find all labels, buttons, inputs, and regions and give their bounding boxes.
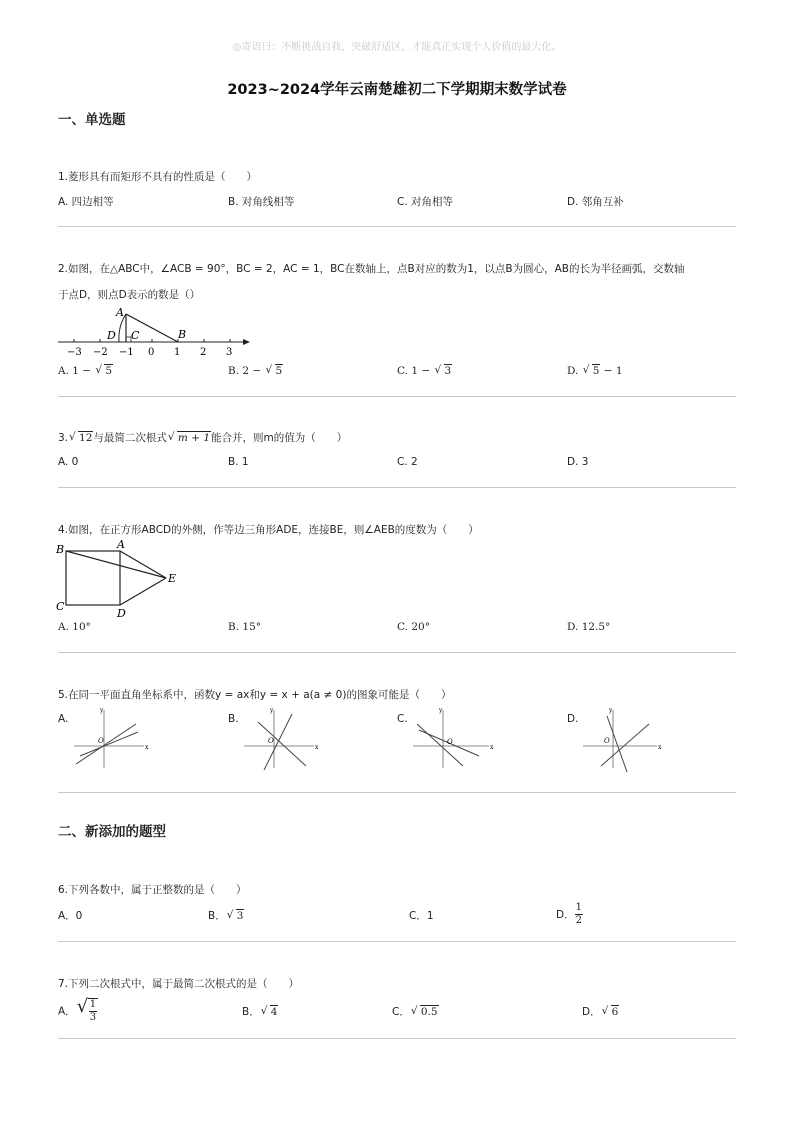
radicand: 6 [611,1006,619,1018]
question-4-stem: 4.如图，在正方形ABCD的外侧，作等边三角形ADE，连接BE，则∠AEB的度数为（ ） [58,524,479,536]
divider [58,792,736,793]
divider [58,226,736,227]
q1-option-d[interactable]: D. 邻角互补 [567,196,624,208]
origin-label: O [447,738,453,746]
sqrt: √ 4 [260,1005,278,1018]
sqrt: √ 3 [434,364,452,377]
q3-option-b[interactable]: B. 1 [228,456,249,468]
axis-y-label: y [270,707,274,714]
q2-tick-label: 1 [174,347,181,358]
q2-number-line-figure [56,304,256,360]
q7-option-b-text: B． [242,1006,260,1018]
q3-option-d[interactable]: D. 3 [567,456,589,468]
q1-option-a[interactable]: A. 四边相等 [58,196,114,208]
q5-option-c-graph[interactable] [409,706,495,772]
q7-option-d-text: D． [582,1006,601,1018]
q6-option-c[interactable]: C．1 [409,910,434,922]
axis-x-label: x [315,744,319,751]
q2-fig-label-d: D [107,329,116,342]
q2-option-a[interactable] [58,364,113,377]
question-2-stem-line1: 2.如图，在△ABC中，∠ACB = 90°，BC = 2，AC = 1，BC在数轴上，点B对应的数为1，以点B为圆心，AB的长为半径画弧，交数轴 [58,263,685,275]
question-6-stem: 6.下列各数中，属于正整数的是（ ） [58,884,247,896]
divider [58,487,736,488]
sqrt: √ 6 [601,1005,619,1018]
q6-option-d[interactable] [556,902,583,927]
q5-option-c-label[interactable]: C. [397,713,408,725]
radicand: 3 [444,365,452,377]
q4-square-triangle-figure [54,538,184,620]
question-3-stem [58,430,347,445]
q4-option-d[interactable]: D. 12.5° [567,621,611,633]
axis-x-label: x [490,744,494,751]
axis-y-label: y [439,707,443,714]
radicand: 5 [275,365,283,377]
sqrt: √ m + 1 [167,431,211,444]
q2-tick-label: 3 [226,347,233,358]
q2-tick-label: −2 [93,347,108,358]
denominator: 3 [89,1012,97,1023]
radicand: 4 [270,1006,278,1018]
q4-fig-label-c: C [56,600,65,613]
divider [58,396,736,397]
axis-x-label: x [658,744,662,751]
fraction [575,902,583,927]
origin-label: O [98,737,104,745]
q2-option-b-text: B. 2 − [228,365,265,377]
q7-option-b[interactable] [242,1004,278,1019]
sqrt: √ 3 [226,909,244,922]
q5-option-a-graph[interactable] [70,706,150,772]
sqrt: √ 12 [69,431,93,444]
axis-y-label: y [100,707,104,714]
q2-option-c[interactable] [397,364,452,377]
divider [58,652,736,653]
origin-label: O [604,737,610,745]
section-heading-new-types: 二、新添加的题型 [58,824,166,840]
q2-option-d-text: D. [567,365,582,377]
numerator: 1 [89,999,97,1010]
q2-option-a-text: A. 1 − [58,365,95,377]
sqrt: √ 5 [582,364,600,377]
q2-tick-label: −3 [67,347,82,358]
q6-option-b[interactable] [208,908,244,923]
axis-y-label: y [609,707,613,714]
q7-option-a-text: A． [58,1005,76,1018]
section-heading-single-choice: 一、单选题 [58,112,126,128]
q3-number: 3. [58,432,69,444]
q4-option-a[interactable]: A. 10° [58,621,91,633]
question-7-stem: 7.下列二次根式中，属于最简二次根式的是（ ） [58,978,300,990]
q5-option-b-label[interactable]: B. [228,713,239,725]
q5-option-a-label[interactable]: A. [58,713,69,725]
q5-option-d-label[interactable]: D. [567,713,579,725]
q4-fig-label-b: B [56,543,65,556]
fraction [89,999,97,1024]
question-5-stem: 5.在同一平面直角坐标系中，函数y = ax和y = x + a(a ≠ 0)的图象可能是（ ） [58,689,452,701]
q4-option-c[interactable]: C. 20° [397,621,430,633]
q5-option-d-graph[interactable] [579,706,663,772]
radicand: 3 [236,910,244,922]
q4-option-b[interactable]: B. 15° [228,621,262,633]
q1-option-b[interactable]: B. 对角线相等 [228,196,295,208]
q2-option-d[interactable] [567,364,623,377]
q2-fig-label-b: B [178,328,187,341]
sqrt: √ 5 [95,364,113,377]
q2-tick-label: 2 [200,347,207,358]
sqrt: √ $\frac{1}{3}$ [76,996,97,1023]
sqrt: √ 5 [265,364,283,377]
q4-fig-label-e: E [168,572,177,585]
q2-fig-label-a: A [116,306,124,319]
q7-option-a[interactable] [58,998,98,1024]
radicand: 12 [79,432,93,444]
q2-option-b[interactable] [228,364,283,377]
denominator: 2 [575,915,582,926]
q4-fig-label-d: D [117,607,126,620]
radicand: 5 [105,365,113,377]
q2-fig-label-c: C [131,329,140,342]
q7-option-c-text: C． [392,1006,410,1018]
q7-option-c[interactable] [392,1004,439,1019]
divider [58,1038,736,1039]
q5-option-b-graph[interactable] [240,706,320,772]
q2-tick-label: 0 [148,347,155,358]
sqrt: √ 0.5 [410,1005,438,1018]
q3-option-c[interactable]: C. 2 [397,456,418,468]
radicand: 5 [592,365,600,377]
divider [58,941,736,942]
q3-text: 与最简二次根式 [93,432,167,444]
question-2-stem-line2: 于点D，则点D表示的数是（） [58,289,201,301]
q2-option-d-tail: − 1 [600,365,623,377]
q2-tick-label: −1 [119,347,134,358]
q2-option-c-text: C. 1 − [397,365,434,377]
origin-label: O [268,737,274,745]
q4-fig-label-a: A [117,538,125,551]
numerator: 1 [575,902,582,913]
page-title: 2023~2024学年云南楚雄初二下学期期末数学试卷 [227,82,567,98]
q6-option-b-text: B． [208,910,226,922]
question-1-stem: 1.菱形具有而矩形不具有的性质是（ ） [58,171,258,183]
q3-text-tail: 能合并，则m的值为（ ） [211,432,348,444]
radicand: 0.5 [420,1006,438,1018]
q7-option-d[interactable] [582,1004,619,1019]
q3-option-a[interactable]: A. 0 [58,456,79,468]
radicand: m + 1 [177,432,211,444]
q6-option-a[interactable]: A．0 [58,910,83,922]
q6-option-d-text: D． [556,909,575,921]
motto: ◎寄语曰：不断挑战自我，突破舒适区，才能真正实现个人价值的最大化。 [232,42,562,53]
q1-option-c[interactable]: C. 对角相等 [397,196,454,208]
axis-x-label: x [145,744,149,751]
